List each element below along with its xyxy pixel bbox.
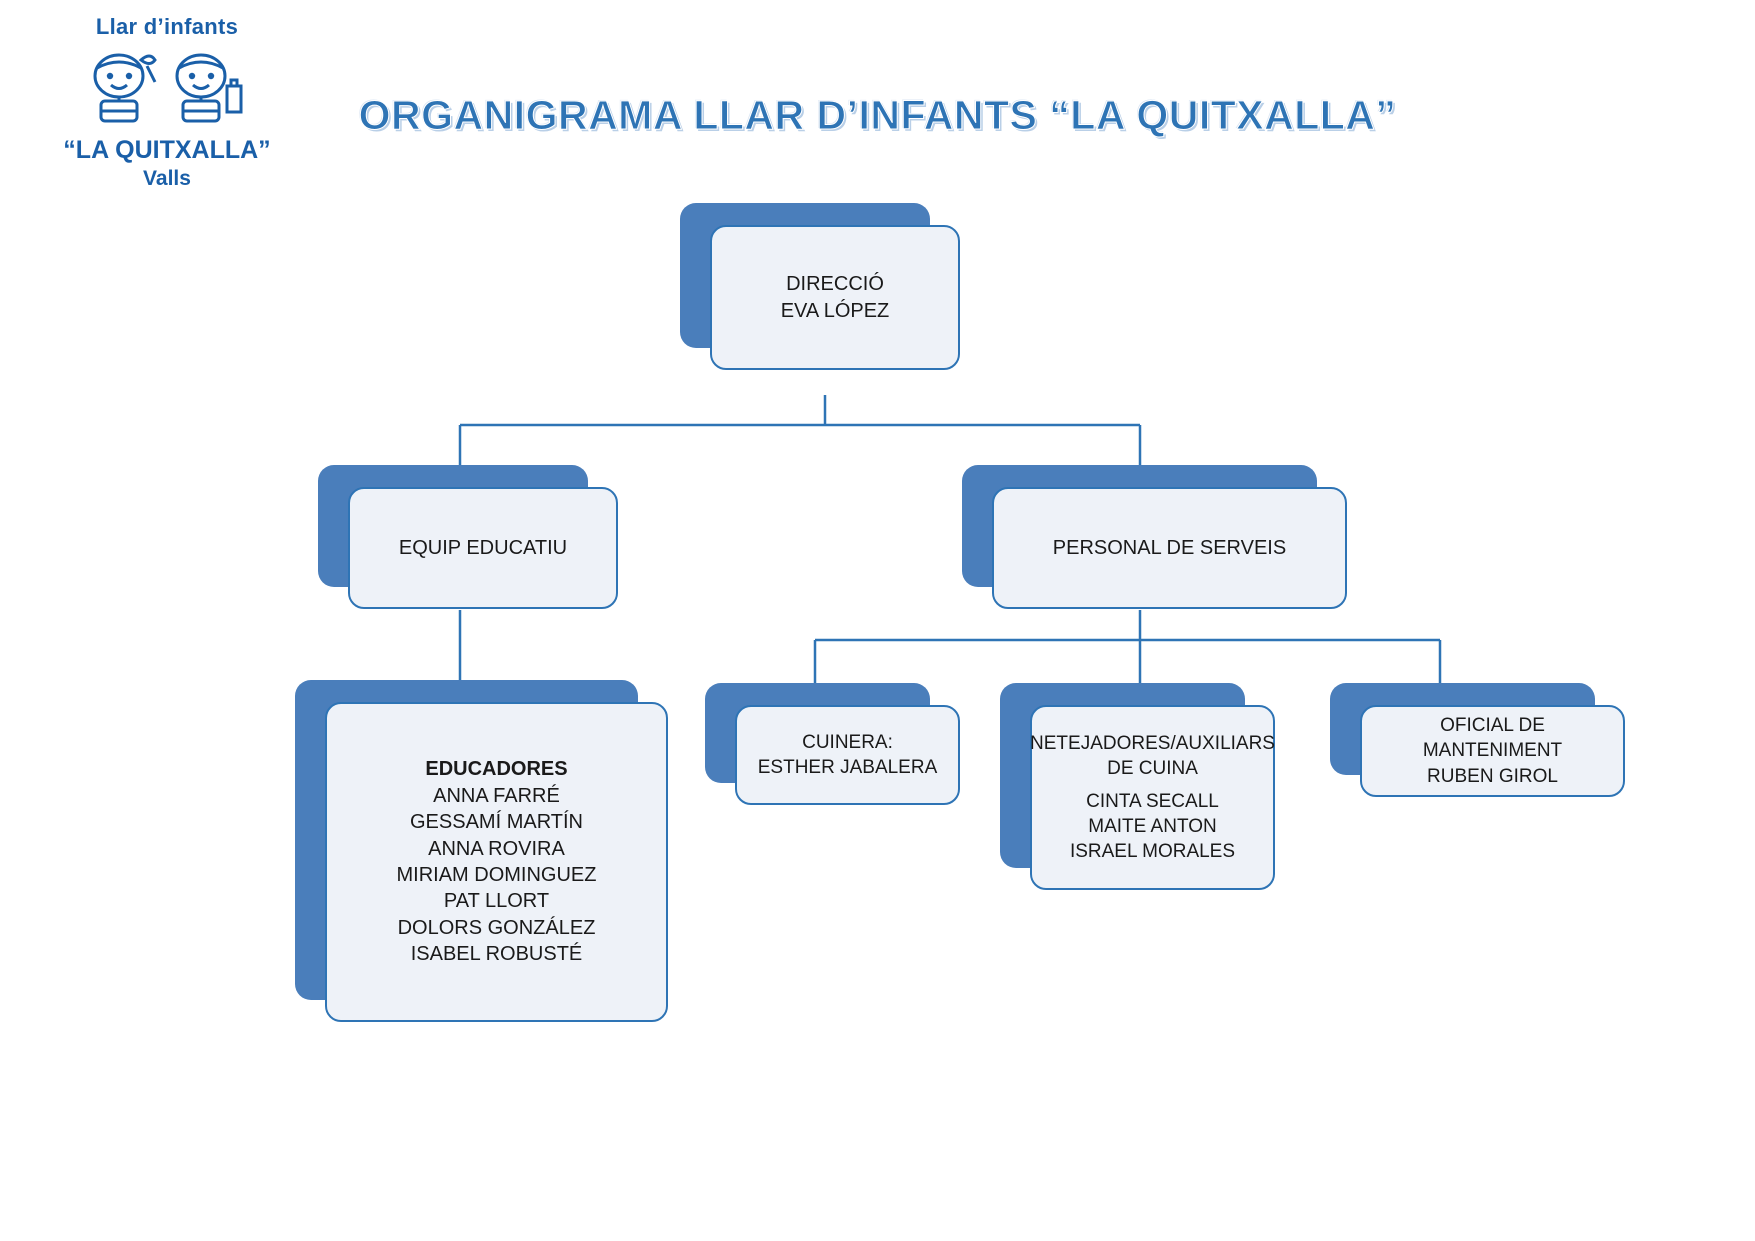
node-face [325,702,668,1022]
logo-top-text: Llar d’infants [95,14,239,39]
netejadores-name: CINTA SECALL [1086,790,1219,812]
node-face [348,487,618,609]
educadores-name: DOLORS GONZÁLEZ [397,916,596,939]
node-face [735,705,960,805]
educadores-name: GESSAMÍ MARTÍN [410,811,583,834]
manteniment-line1: OFICIAL DE MANTENIMENT [1422,715,1563,762]
node-face [1030,705,1275,890]
node-netejadores[interactable] [1000,683,1275,868]
logo-city-text: Valls [143,167,191,190]
node-cuinera[interactable] [705,683,938,783]
cuinera-line2: ESTHER JABALERA [757,757,938,778]
cuinera-line1: CUINERA: [802,731,893,753]
logo-name-text: “LA QUITXALLA” [63,136,271,164]
educadores-name: ANNA FARRÉ [433,784,560,807]
direccio-line2: EVA LÓPEZ [780,299,890,322]
node-face [1360,705,1625,797]
node-face [710,225,960,370]
educadores-name: ANNA ROVIRA [428,837,565,860]
netejadores-heading: NETEJADORES/AUXILIARS DE CUINA [1030,732,1275,779]
educadores-name: MIRIAM DOMINGUEZ [396,864,597,886]
node-direccio[interactable] [680,203,930,348]
node-manteniment[interactable] [1330,683,1595,787]
node-equip-educatiu[interactable] [318,465,588,587]
node-face [992,487,1347,609]
educadores-heading: EDUCADORES [425,758,568,781]
manteniment-line2: RUBEN GIROL [1427,765,1558,787]
personal-serveis-label: PERSONAL DE SERVEIS [1052,536,1287,559]
node-personal-serveis[interactable] [962,465,1317,587]
direccio-line1: DIRECCIÓ [786,273,884,296]
netejadores-name: ISRAEL MORALES [1069,841,1236,863]
educadores-name: PAT LLORT [443,890,550,913]
netejadores-name: MAITE ANTON [1088,816,1217,838]
node-educadores[interactable] [295,680,638,1000]
educadores-name: ISABEL ROBUSTÉ [410,943,583,966]
equip-educatiu-label: EQUIP EDUCATIU [398,536,568,559]
page-title: ORGANIGRAMA LLAR D’INFANTS “LA QUITXALLA” [358,92,1397,138]
